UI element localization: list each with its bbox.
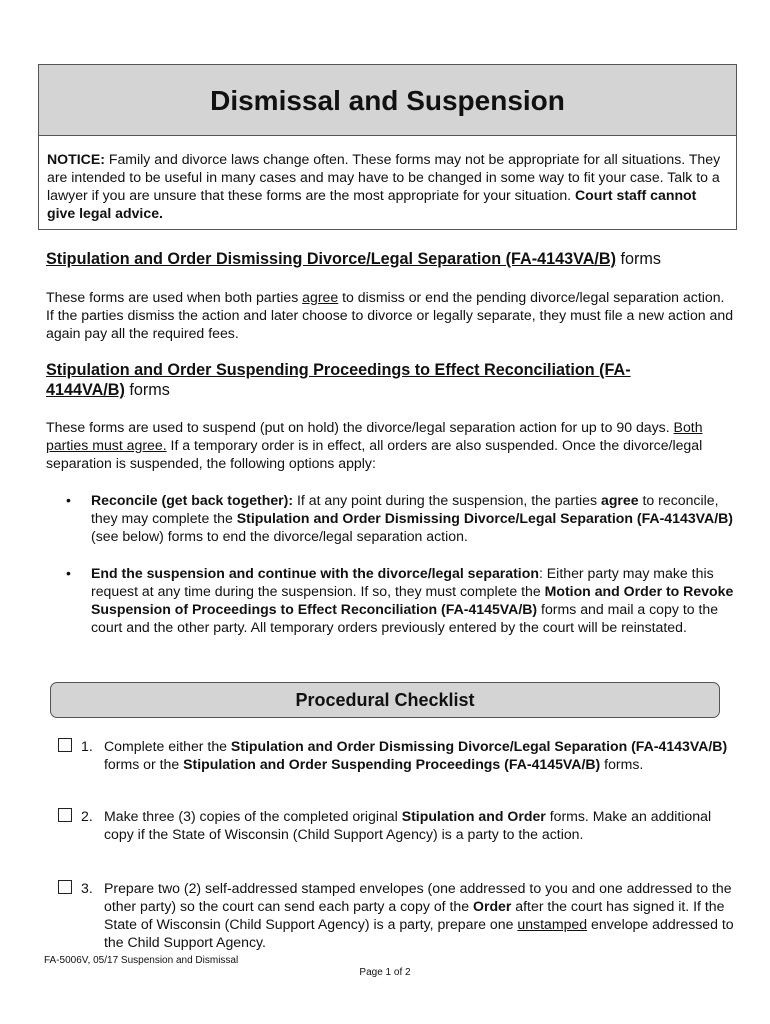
checkbox-1[interactable] [58,738,72,752]
bullet-end-t2: forms and mail a copy to the court and the other party. All temporary orders previously entered by the court will be reinstated. [91,601,719,635]
title-band [39,65,736,136]
item-3-t1: Prepare two (2) self-addressed stamped envelopes (one addressed to you and one addressed to the other party) so the court can send each party a copy of the [104,880,732,914]
bullet-end-form: Motion and Order to Revoke Suspension of Proceedings to Effect Reconciliation (FA-4145VA/B) [91,583,734,617]
item-1-text [104,737,736,773]
title-box [38,64,737,230]
section2-heading-line2: 4144VA/B) [46,381,125,399]
bullet-reconcile [66,491,736,545]
item-1-b1: Stipulation and Order Dismissing Divorce/Legal Separation (FA-4143VA/B) [230,738,728,754]
item-3-text [104,879,736,951]
bullet-end-lead: End the suspension and continue with the divorce/legal separation [91,565,539,581]
section1-paragraph [46,288,736,342]
item-3-t3: envelope addressed to the Child Support Agency. [104,916,734,950]
bullet-reconcile-form: Stipulation and Order Dismissing Divorce/Legal Separation (FA-4143VA/B) [236,510,733,526]
item-1-b2: Stipulation and Order Suspending Proceedings (FA-4145VA/B) [183,756,601,772]
item-3-unstamped: unstamped [517,916,588,932]
item-2-t2: forms. Make an additional copy if the State of Wisconsin (Child Support Agency) is a party to the action. [104,808,712,842]
item-number: 3. [81,880,93,896]
checkbox-2[interactable] [58,808,72,822]
footer-form-id: FA-5006V, 05/17 Suspension and Dismissal [44,955,239,966]
bullet-end-t1: : Either party may make this request at any time during the suspension. If so, they must complete the [91,565,714,599]
section1-text-a: These forms are used when both parties [46,289,303,305]
section1-heading-suffix: forms [615,250,661,268]
item-1-t1: Complete either the [104,738,231,754]
section2-heading-line1: Stipulation and Order Suspending Proceedings to Effect Reconciliation (FA- [46,361,631,379]
bullet-reconcile-t2: to reconcile, they may complete the [91,492,719,526]
section2-both-agree: Both parties must agree. [46,419,703,453]
section1-heading-title: Stipulation and Order Dismissing Divorce/Legal Separation (FA-4143VA/B) [46,250,616,268]
checklist-item-3 [58,879,736,951]
section2-paragraph [46,418,736,472]
bullet-reconcile-text [91,491,736,545]
notice-label: NOTICE: [47,151,105,167]
section2-text-a: These forms are used to suspend (put on hold) the divorce/legal separation action for up to 90 days. [46,419,674,435]
bullet-reconcile-t1: If at any point during the suspension, the parties [293,492,601,508]
item-3-b1: Order [473,898,512,914]
notice-legal-advice: Court staff cannot give legal advice. [47,187,697,221]
section2-heading-suffix: forms [124,381,170,399]
item-2-text [104,807,736,843]
bullet-end-suspension [66,564,736,636]
item-2-b1: Stipulation and Order [401,808,546,824]
checklist-item-2 [58,807,736,843]
section2-heading [46,360,736,400]
bullet-dot: • [66,492,71,508]
item-1-t2: forms or the [104,756,184,772]
checklist-title: Procedural Checklist [295,689,475,710]
bullet-reconcile-lead: Reconcile (get back together): [91,492,294,508]
notice-body: Family and divorce laws change often. These forms may not be appropriate for all situations. They are intended to be useful in many cases and may have to be changed in some way to fit your case. Talk to a lawyer if you are unsure that these forms are the most appropriate for your situation. [47,151,721,203]
bullet-reconcile-agree: agree [600,492,639,508]
checkbox-3[interactable] [58,880,72,894]
item-number: 1. [81,738,93,754]
page-title: Dismissal and Suspension [210,85,565,116]
section2-text-b: If a temporary order is in effect, all orders are also suspended. Once the divorce/legal separation is suspended, the following options apply: [46,437,703,471]
section1-text-b: to dismiss or end the pending divorce/legal separation action. If the parties dismiss the action and later choose to divorce or legally separate, they must file a new action and again pay all the required fees. [46,289,734,341]
bullet-reconcile-t3: (see below) forms to end the divorce/legal separation action. [91,528,468,544]
item-3-t2: after the court has signed it. If the State of Wisconsin (Child Support Agency) is a party, prepare one [104,898,725,932]
footer-page-number: Page 1 of 2 [359,967,411,978]
bullet-end-text [91,564,736,636]
section1-heading [46,249,661,269]
checklist-banner [50,682,720,718]
item-2-t1: Make three (3) copies of the completed original [104,808,402,824]
bullet-dot: • [66,565,71,581]
checklist-item-1 [58,737,736,773]
notice-text [39,136,736,222]
item-number: 2. [81,808,93,824]
item-1-t3: forms. [600,756,644,772]
section1-agree: agree [302,289,339,305]
